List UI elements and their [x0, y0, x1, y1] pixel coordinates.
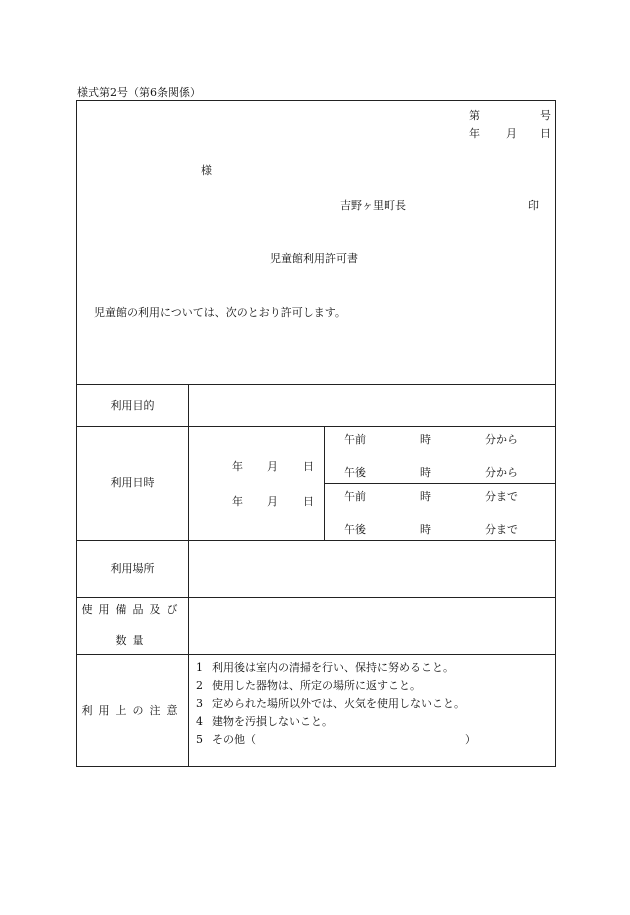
note-5-text: その他（: [212, 733, 256, 746]
date1-hi: 日: [303, 460, 314, 473]
addressee-sama: 様: [201, 164, 212, 177]
start-gozen: 午前: [344, 433, 366, 446]
date1-tsuki: 月: [267, 460, 278, 473]
note-2-text: 使用した器物は、所定の場所に返すこと。: [212, 679, 421, 692]
date1-nen: 年: [232, 460, 243, 473]
header-tsuki: 月: [506, 127, 517, 140]
rule-equipment: [76, 654, 556, 655]
rule-top-section: [76, 384, 556, 385]
rule-place: [76, 597, 556, 598]
end-gogo-ji: 時: [420, 523, 431, 536]
start-gozen-ji: 時: [420, 433, 431, 446]
note-5-close-paren: ）: [465, 733, 476, 746]
date2-nen: 年: [232, 495, 243, 508]
note-1-num: 1: [196, 661, 203, 674]
date2-hi: 日: [303, 495, 314, 508]
start-gogo-ji: 時: [420, 466, 431, 479]
header-dai: 第: [469, 109, 480, 122]
rule-datetime: [76, 540, 556, 541]
start-gogo-fun: 分から: [485, 466, 518, 479]
label-place: 利用場所: [110, 562, 155, 575]
note-4-text: 建物を汚損しないこと。: [212, 715, 333, 728]
rule-time-split: [324, 483, 556, 484]
end-gogo-fun: 分まで: [485, 523, 518, 536]
permit-statement: 児童館の利用については、次のとおり許可します。: [94, 306, 346, 319]
start-gogo: 午後: [344, 466, 366, 479]
seal-mark: 印: [528, 199, 539, 212]
date2-tsuki: 月: [267, 495, 278, 508]
label-equipment-line2: 数量: [115, 634, 150, 647]
end-gozen-ji: 時: [420, 490, 431, 503]
start-gozen-fun: 分から: [485, 433, 518, 446]
document-title: 児童館利用許可書: [270, 252, 358, 265]
rule-label-column: [188, 384, 189, 767]
header-nen: 年: [469, 127, 480, 140]
issuer-name: 吉野ヶ里町長: [340, 199, 406, 212]
note-4-num: 4: [196, 715, 203, 728]
label-notes: 利用上の注意: [81, 704, 184, 717]
note-3-text: 定められた場所以外では、火気を使用しないこと。: [212, 697, 465, 710]
end-gozen: 午前: [344, 490, 366, 503]
header-hi: 日: [540, 127, 551, 140]
label-equipment-line1: 使用備品及び: [81, 603, 184, 616]
note-3-num: 3: [196, 697, 203, 710]
note-5-num: 5: [196, 733, 203, 746]
end-gogo: 午後: [344, 523, 366, 536]
header-go: 号: [540, 109, 551, 122]
label-datetime: 利用日時: [110, 476, 155, 489]
end-gozen-fun: 分まで: [485, 490, 518, 503]
note-1-text: 利用後は室内の清掃を行い、保持に努めること。: [212, 661, 454, 674]
rule-time-column: [324, 426, 325, 540]
form-id: 様式第2号（第6条関係）: [77, 86, 201, 99]
label-purpose: 利用目的: [110, 399, 155, 412]
rule-purpose: [76, 426, 556, 427]
note-2-num: 2: [196, 679, 203, 692]
